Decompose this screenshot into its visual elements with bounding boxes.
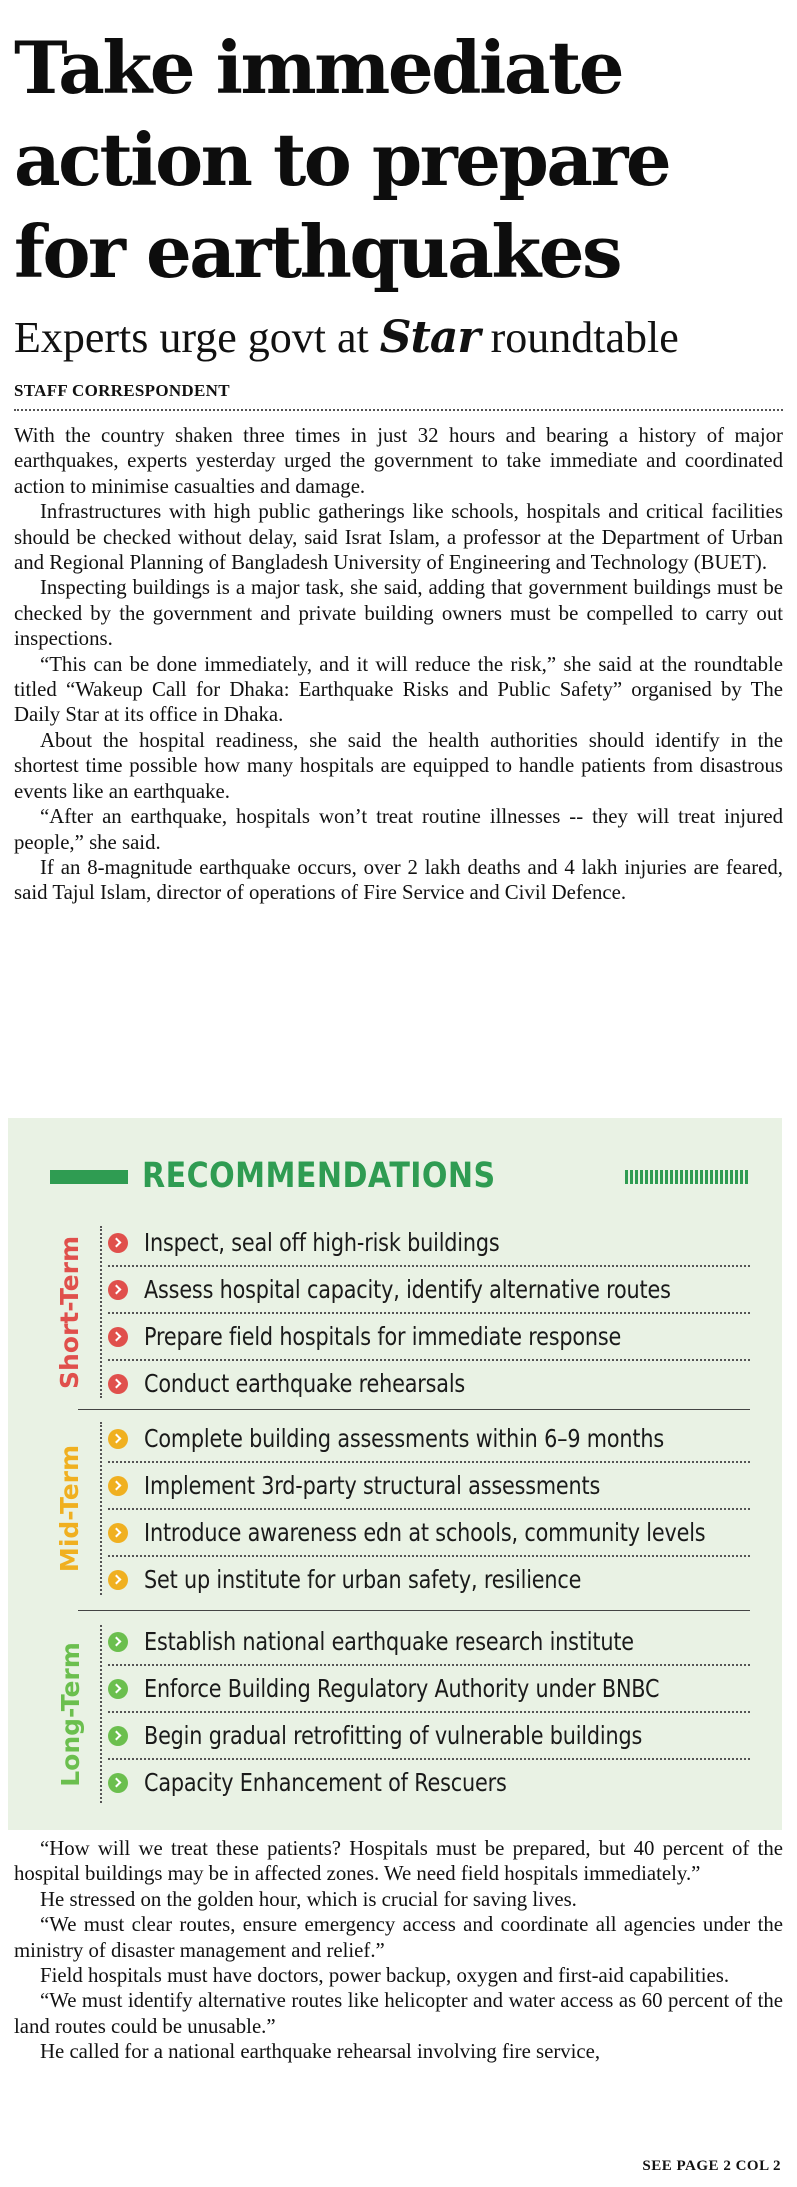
list-item: Set up institute for urban safety, resilience [108,1557,750,1602]
chevron-right-icon [108,1233,128,1253]
chevron-right-icon [108,1429,128,1449]
list-item: Prepare field hospitals for immediate response [108,1314,750,1361]
list-item: Assess hospital capacity, identify alternative routes [108,1267,750,1314]
recommendations-title: RECOMMENDATIONS [142,1156,496,1196]
paragraph: Infrastructures with high public gatherings like schools, hospitals and critical facilities should be checked without delay, said Israt Islam, a professor at the Department of Urban and Regional Planning of Bangladesh University of Engineering and Technology (BUET). [14,500,783,575]
list-item: Implement 3rd-party structural assessments [108,1463,750,1510]
paragraph: “After an earthquake, hospitals won’t treat routine illnesses -- they will treat injured people,” she said. [14,805,783,854]
byline-divider [14,409,783,411]
article-body-part1 [14,423,783,906]
paragraph: With the country shaken three times in just 32 hours and bearing a history of major earthquakes, experts yesterday urged the government to take immediate and coordinated action to minimise casualties and damage. [14,424,783,498]
list-item: Introduce awareness edn at schools, community levels [108,1510,750,1557]
chevron-right-icon [108,1679,128,1699]
mid-term-label: Mid-Term [55,1444,85,1573]
chevron-right-icon [108,1476,128,1496]
chevron-right-icon [108,1327,128,1347]
recommendations-header [50,1156,750,1196]
recommendations-box [8,1118,782,1830]
chevron-right-icon [108,1570,128,1590]
section-divider [78,1610,750,1611]
chevron-right-icon [108,1280,128,1300]
headline-line: for earthquakes [14,209,621,294]
chevron-right-icon [108,1374,128,1394]
subhead-text-end: roundtable [490,313,679,362]
byline: STAFF CORRESPONDENT [14,381,230,400]
list-item: Enforce Building Regulatory Authority under BNBC [108,1666,750,1713]
paragraph: “How will we treat these patients? Hospitals must be prepared, but 40 percent of the hospital buildings may be in affected zones. We need field hospitals immediately.” [14,1837,783,1886]
list-item: Complete building assessments within 6–9 months [108,1416,750,1463]
star-logo: Star [379,312,480,363]
long-term-section [50,1619,750,1809]
paragraph: He stressed on the golden hour, which is crucial for saving lives. [40,1887,577,1911]
short-term-label: Short-Term [55,1235,85,1389]
section-divider-vertical [100,1422,102,1595]
paragraph: About the hospital readiness, she said the health authorities should identify in the shortest time possible how many hospitals are equipped to handle patients from disastrous events like an earthquake. [14,728,783,803]
paragraph: He called for a national earthquake rehearsal involving fire service, [40,2040,601,2064]
chevron-right-icon [108,1523,128,1543]
header-bar-left [50,1170,128,1184]
list-item: Establish national earthquake research institute [108,1619,750,1666]
list-item: Begin gradual retrofitting of vulnerable buildings [108,1713,750,1760]
list-item: Inspect, seal off high-risk buildings [108,1220,750,1267]
subheadline [14,312,783,363]
continued-on-label: SEE PAGE 2 COL 2 [642,2158,781,2174]
headline-line: Take immediate [14,25,623,110]
short-term-section [50,1220,750,1404]
paragraph: “This can be done immediately, and it will reduce the risk,” she said at the roundtable titled “Wakeup Call for Dhaka: Earthquake Risks and Public Safety” organised by The Daily Star at its office in Dhaka. [14,652,783,727]
long-term-label: Long-Term [55,1641,85,1787]
section-divider [78,1409,750,1410]
paragraph: Inspecting buildings is a major task, she said, adding that government buildings must be checked by the government and private building owners must be compelled to carry out inspections. [14,576,783,651]
chevron-right-icon [108,1773,128,1793]
list-item: Conduct earthquake rehearsals [108,1361,750,1406]
article-body-part2 [14,1836,783,2065]
chevron-right-icon [108,1632,128,1652]
mid-term-section [50,1416,750,1601]
list-item: Capacity Enhancement of Rescuers [108,1760,750,1805]
paragraph: “We must clear routes, ensure emergency access and coordinate all agencies under the ministry of disaster management and relief.” [14,1913,783,1962]
paragraph: If an 8-magnitude earthquake occurs, over 2 lakh deaths and 4 lakh injuries are feared, said Tajul Islam, director of operations of Fire Service and Civil Defence. [14,855,783,905]
header-bar-right [625,1170,750,1184]
section-divider-vertical [100,1226,102,1398]
chevron-right-icon [108,1726,128,1746]
paragraph: “We must identify alternative routes like helicopter and water access as 60 percent of the land routes could be unusable.” [14,1989,783,2038]
section-divider-vertical [100,1625,102,1803]
paragraph: Field hospitals must have doctors, power backup, oxygen and first-aid capabilities. [40,1964,730,1988]
headline-line: action to prepare [14,117,670,202]
article [14,0,783,906]
subhead-text: Experts urge govt at [14,313,369,362]
headline [14,22,783,298]
